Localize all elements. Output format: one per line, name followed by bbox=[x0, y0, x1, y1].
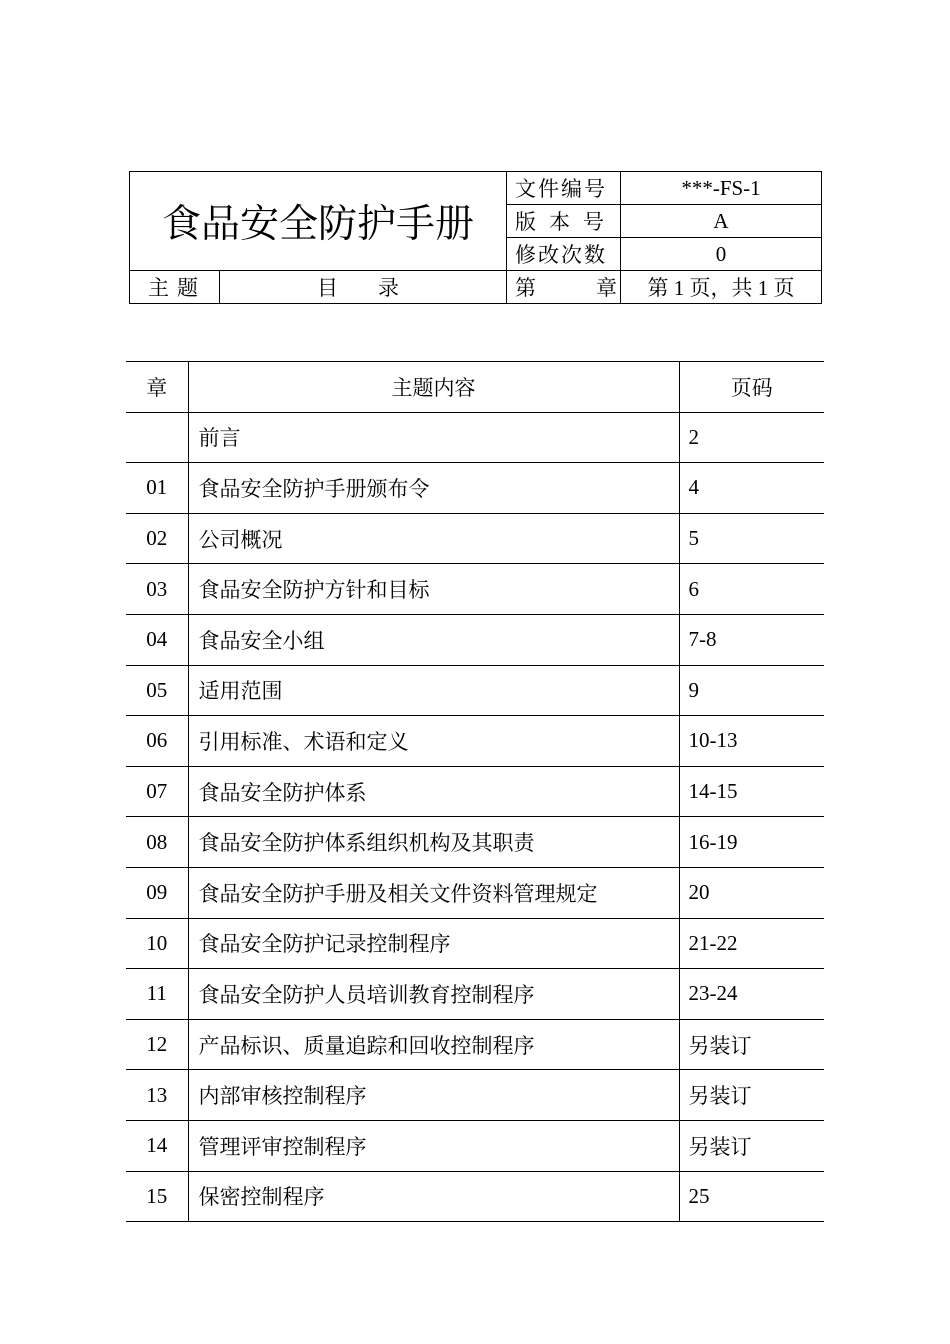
toc-row bbox=[126, 867, 824, 918]
toc-row bbox=[126, 918, 824, 969]
toc-page: 23-24 bbox=[679, 969, 824, 1020]
toc-chapter: 09 bbox=[126, 867, 188, 918]
toc-chapter bbox=[126, 412, 188, 463]
column-header-topic: 主题内容 bbox=[188, 362, 679, 413]
toc-row bbox=[126, 1019, 824, 1070]
toc-page: 另装订 bbox=[679, 1120, 824, 1171]
toc-chapter: 03 bbox=[126, 564, 188, 615]
toc-page: 5 bbox=[679, 513, 824, 564]
toc-header-row bbox=[126, 362, 824, 413]
subject-value: 目录 bbox=[220, 271, 507, 304]
toc-title: 食品安全防护人员培训教育控制程序 bbox=[188, 969, 679, 1020]
toc-chapter: 06 bbox=[126, 716, 188, 767]
toc-row bbox=[126, 969, 824, 1020]
toc-page: 10-13 bbox=[679, 716, 824, 767]
toc-row bbox=[126, 513, 824, 564]
toc-row bbox=[126, 1120, 824, 1171]
toc-title: 食品安全防护手册及相关文件资料管理规定 bbox=[188, 867, 679, 918]
toc-title: 保密控制程序 bbox=[188, 1171, 679, 1222]
toc-row bbox=[126, 412, 824, 463]
toc-page: 4 bbox=[679, 463, 824, 514]
toc-page: 另装订 bbox=[679, 1070, 824, 1121]
toc-chapter: 07 bbox=[126, 766, 188, 817]
toc-row bbox=[126, 614, 824, 665]
chapter-label: 第章 bbox=[507, 271, 621, 304]
toc-chapter: 14 bbox=[126, 1120, 188, 1171]
toc-page: 25 bbox=[679, 1171, 824, 1222]
toc-chapter: 05 bbox=[126, 665, 188, 716]
toc-page: 7-8 bbox=[679, 614, 824, 665]
toc-chapter: 01 bbox=[126, 463, 188, 514]
toc-title: 食品安全防护体系组织机构及其职责 bbox=[188, 817, 679, 868]
toc-title: 公司概况 bbox=[188, 513, 679, 564]
toc-chapter: 12 bbox=[126, 1019, 188, 1070]
toc-page: 14-15 bbox=[679, 766, 824, 817]
column-header-chapter: 章 bbox=[126, 362, 188, 413]
toc-chapter: 04 bbox=[126, 614, 188, 665]
toc-page: 20 bbox=[679, 867, 824, 918]
toc-page: 16-19 bbox=[679, 817, 824, 868]
revision-label: 修改次数 bbox=[507, 238, 621, 271]
subject-label: 主题 bbox=[130, 271, 220, 304]
toc-row bbox=[126, 817, 824, 868]
page-info: 第 1 页，共 1 页 bbox=[621, 271, 822, 304]
toc-chapter: 11 bbox=[126, 969, 188, 1020]
table-of-contents bbox=[126, 361, 824, 1222]
toc-title: 食品安全防护记录控制程序 bbox=[188, 918, 679, 969]
toc-chapter: 10 bbox=[126, 918, 188, 969]
toc-page: 21-22 bbox=[679, 918, 824, 969]
toc-chapter: 13 bbox=[126, 1070, 188, 1121]
toc-row bbox=[126, 716, 824, 767]
toc-page: 9 bbox=[679, 665, 824, 716]
toc-title: 适用范围 bbox=[188, 665, 679, 716]
toc-title: 管理评审控制程序 bbox=[188, 1120, 679, 1171]
toc-chapter: 08 bbox=[126, 817, 188, 868]
toc-row bbox=[126, 463, 824, 514]
toc-title: 食品安全小组 bbox=[188, 614, 679, 665]
toc-row bbox=[126, 564, 824, 615]
toc-chapter: 15 bbox=[126, 1171, 188, 1222]
toc-title: 食品安全防护方针和目标 bbox=[188, 564, 679, 615]
toc-chapter: 02 bbox=[126, 513, 188, 564]
toc-title: 引用标准、术语和定义 bbox=[188, 716, 679, 767]
column-header-page: 页码 bbox=[679, 362, 824, 413]
toc-row bbox=[126, 665, 824, 716]
toc-page: 另装订 bbox=[679, 1019, 824, 1070]
revision-value: 0 bbox=[621, 238, 822, 271]
toc-row bbox=[126, 1171, 824, 1222]
doc-number-value: ***-FS-1 bbox=[621, 172, 822, 205]
toc-title: 食品安全防护体系 bbox=[188, 766, 679, 817]
version-label: 版本号 bbox=[507, 205, 621, 238]
manual-title: 食品安全防护手册 bbox=[130, 172, 507, 271]
toc-page: 6 bbox=[679, 564, 824, 615]
toc-row bbox=[126, 1070, 824, 1121]
toc-title: 内部审核控制程序 bbox=[188, 1070, 679, 1121]
doc-number-label: 文件编号 bbox=[507, 172, 621, 205]
toc-row bbox=[126, 766, 824, 817]
toc-page: 2 bbox=[679, 412, 824, 463]
document-header-table bbox=[129, 171, 822, 304]
toc-title: 产品标识、质量追踪和回收控制程序 bbox=[188, 1019, 679, 1070]
toc-title: 食品安全防护手册颁布令 bbox=[188, 463, 679, 514]
toc-title: 前言 bbox=[188, 412, 679, 463]
version-value: A bbox=[621, 205, 822, 238]
